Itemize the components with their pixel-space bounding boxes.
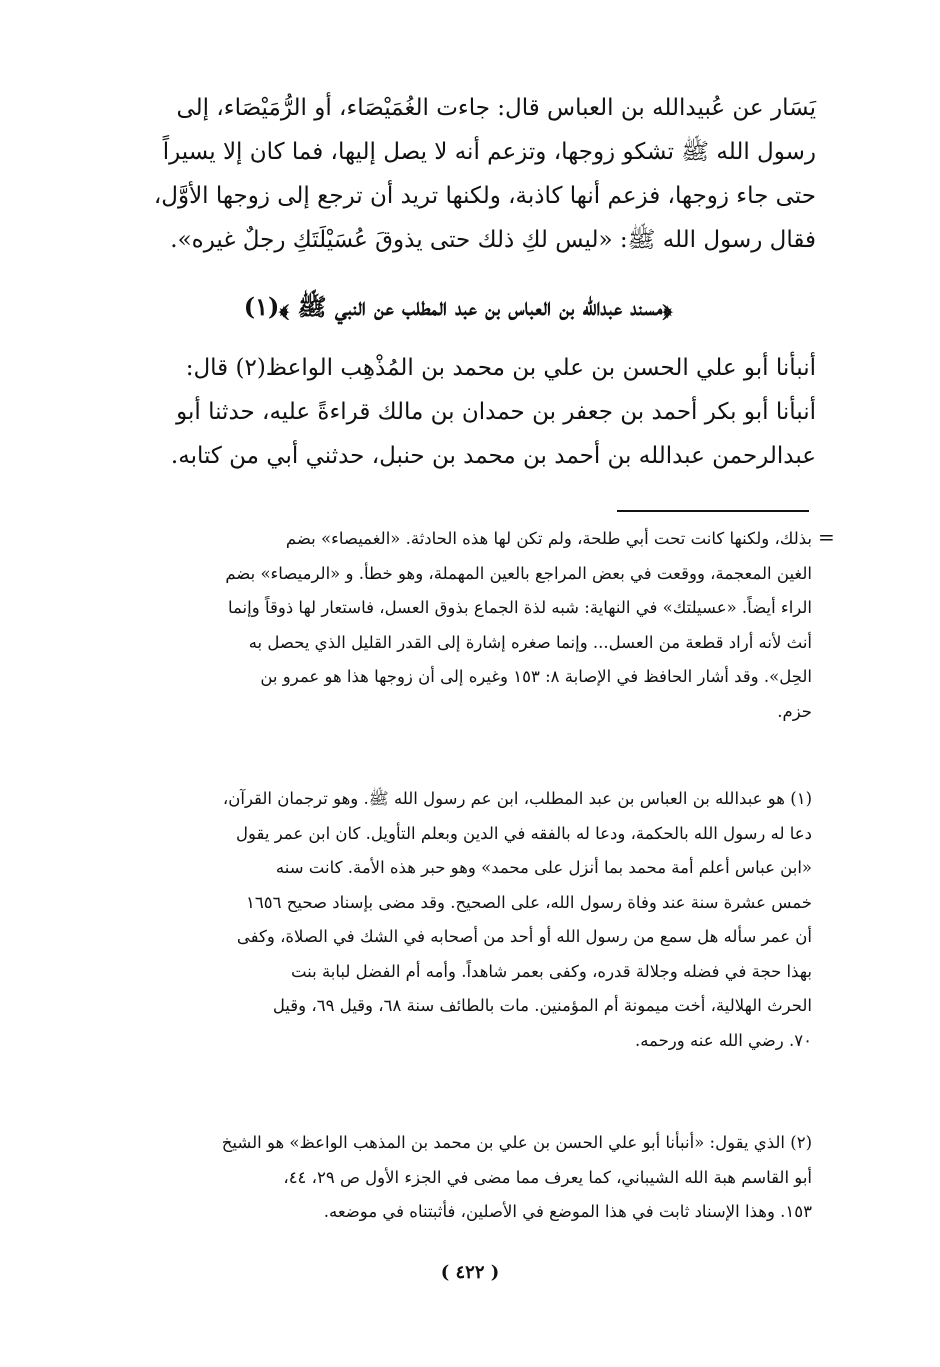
footnote-line: بذلك، ولكنها كانت تحت أبي طلحة، ولم تكن لها هذه الحادثة. «الغميصاء» بضم [285, 529, 812, 548]
footnote-line: (٢) الذي يقول: «أنبأنا أبو علي الحسن بن علي بن محمد بن المذهب الواعظ» هو الشيخ [221, 1133, 812, 1152]
footnote-line: بهذا حجة في فضله وجلالة قدره، وكفى بعمر شاهداً. وأمه أم الفضل لبابة بنت [290, 961, 812, 981]
footnote-continued [100, 522, 812, 729]
text-line: عبدالرحمن عبدالله بن أحمد بن محمد بن حنبل، حدثني أبي من كتابه. [170, 443, 816, 469]
footnote-line: الحرث الهلالية، أخت ميمونة أم المؤمنين. مات بالطائف سنة ٦٨، وقيل ٦٩، وقيل [272, 996, 812, 1015]
footnote-2 [100, 1126, 812, 1230]
text-line: يَسَار عن عُبيدالله بن العباس قال: جاءت الغُمَيْصَاء، أو الرُّمَيْصَاء، إلى [176, 95, 816, 121]
footnote-line: ٧٠. رضي الله عنه ورحمه. [634, 1030, 812, 1050]
footnote-line: الراء أيضاً. «عسيلتك» في النهاية: شبه لذة الجماع بذوق العسل، فاستعار لها ذوقاً وإنما [227, 598, 812, 617]
text-line: أنبأنا أبو بكر أحمد بن جعفر بن حمدان بن مالك قراءةً عليه، حدثنا أبو [176, 399, 816, 425]
footnote-line: الغين المعجمة، ووقعت في بعض المراجع بالعين المهملة، وهو خطأ. و «الرميصاء» بضم [225, 563, 812, 583]
text-line: أنبأنا أبو علي الحسن بن علي بن محمد بن المُذْهِب الواعظ(٢) قال: [185, 355, 816, 381]
footnote-line: حزم. [777, 701, 812, 721]
footnote-line: «ابن عباس أعلم أمة محمد بما أنزل على محمد» وهو حبر هذه الأمة. كانت سنه [275, 858, 812, 877]
footnote-line: أبو القاسم هبة الله الشيباني، كما يعرف مما مضى في الجزء الأول ص ٢٩، ٤٤، [283, 1167, 812, 1187]
section-heading: ﴿مسند عبدالله بن العباس بن عبد المطلب عن النبي ﷺ ﴾(١) [243, 292, 673, 321]
footnote-line: خمس عشرة سنة عند وفاة رسول الله، على الصحيح. وقد مضى بإسناد صحيح ١٦٥٦ [246, 892, 812, 912]
text-line: فقال رسول الله ﷺ: «ليس لكِ ذلك حتى يذوقَ عُسَيْلَتَكِ رجلٌ غيره». [170, 227, 816, 253]
footnote-line: أن عمر سأله هل سمع من رسول الله أو أحد من أصحابه في الشك في الصلاة، وكفى [236, 927, 812, 946]
text-line: رسول الله ﷺ تشكو زوجها، وتزعم أنه لا يصل إليها، فما كان إلا يسيراً [162, 139, 816, 165]
footnote-separator [617, 510, 809, 512]
footnote-line: (١) هو عبدالله بن العباس بن عبد المطلب، ابن عم رسول الله ﷺ. وهو ترجمان القرآن، [222, 789, 812, 808]
footnote-line: الحِل». وقد أشار الحافظ في الإصابة ٨: ١٥٣ وغيره إلى أن زوجها هذا هو عمرو بن [260, 667, 812, 686]
footnote-1 [100, 782, 812, 1058]
footnote-line: أنث لأنه أراد قطعة من العسل... وإنما صغره إشارة إلى القدر القليل الذي يحصل به [248, 632, 812, 652]
continuation-mark: = [818, 525, 835, 549]
page-number: ( ٤٢٢ ) [440, 1262, 500, 1283]
text-line: حتى جاء زوجها، فزعم أنها كاذبة، ولكنها تريد أن ترجع إلى زوجها الأوَّل، [153, 183, 816, 209]
hadith-text [100, 86, 816, 262]
isnad-text [100, 346, 816, 478]
footnote-line: ١٥٣. وهذا الإسناد ثابت في هذا الموضع في الأصلين، فأثبتناه في موضعه. [323, 1202, 812, 1221]
footnote-line: دعا له رسول الله بالحكمة، ودعا له بالفقه في الدين وبعلم التأويل. كان ابن عمر يقول [236, 823, 812, 843]
